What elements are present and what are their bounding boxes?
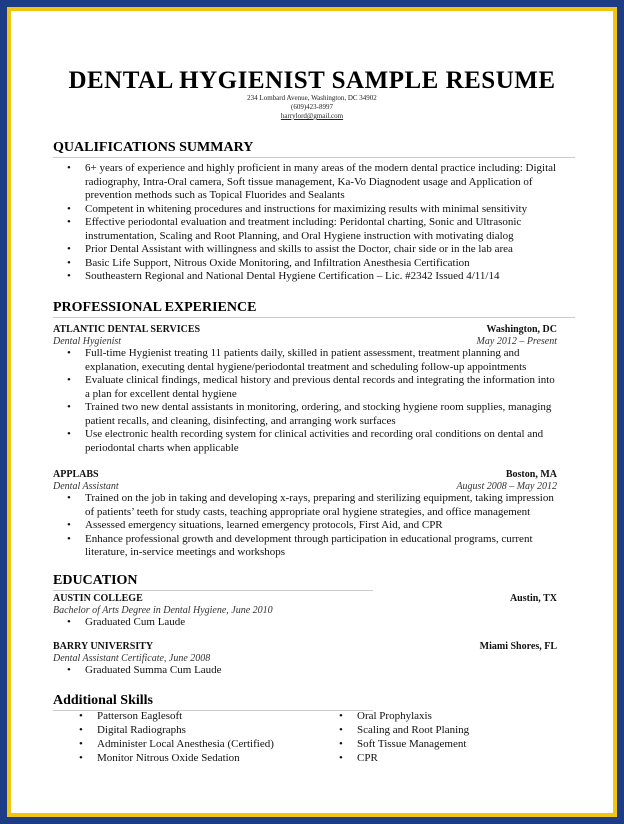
phone-line: (609)423-8997 <box>291 103 333 111</box>
list-item: • 6+ years of experience and highly proficient in many areas of the modern dental practice including: Digital radiography, Intra-Oral camera, Soft tissue management, Ka-Vo Diagnodent usage and Application of prevention methods such as Topical Fluorides and Sealants <box>53 162 557 203</box>
company-name: ATLANTIC DENTAL SERVICES <box>53 324 201 335</box>
list-item: • Monitor Nitrous Oxide Sedation <box>73 751 333 765</box>
list-item: • Southeastern Regional and National Dental Hygiene Certification – Lic. #2342 Issued 4/11/14 <box>53 270 557 284</box>
education-barry <box>53 641 557 678</box>
school-location: Miami Shores, FL <box>479 641 557 652</box>
email-link[interactable]: harrylord@gmail.com <box>280 112 344 120</box>
job-atlantic <box>53 324 557 455</box>
qualifications-heading: QUALIFICATIONS SUMMARY <box>53 140 575 158</box>
list-item: • Administer Local Anesthesia (Certified) <box>73 737 333 751</box>
job-role: Dental Assistant <box>53 481 119 492</box>
degree: Dental Assistant Certificate, June 2008 <box>53 653 211 664</box>
list-item: • Evaluate clinical findings, medical history and previous dental records and integrating the information into a plan for excellent dental hygiene <box>53 374 557 401</box>
education-heading: EDUCATION <box>53 573 373 591</box>
list-item: • Graduated Cum Laude <box>53 616 557 630</box>
skills-column-2 <box>333 709 533 765</box>
list-item: • Full-time Hygienist treating 11 patients daily, skilled in patient assessment, treatment planning and explanation, executing dental hygiene/periodontal treatment and scheduling follow-up appointments <box>53 347 557 374</box>
job-applabs <box>53 469 557 560</box>
list-item: • Enhance professional growth and development through participation in educational programs, current literature, in-service meetings and workshops <box>53 533 557 560</box>
address-line: 234 Lombard Avenue, Washington, DC 34902 <box>247 94 377 102</box>
list-item: • Oral Prophylaxis <box>333 709 533 723</box>
list-item: • Effective periodontal evaluation and treatment including: Peridontal charting, Sonic and Ultrasonic instrumentation, Scaling and Root Planning, and Oral Hygiene instruction with motivating dialog <box>53 216 557 243</box>
list-item: • CPR <box>333 751 533 765</box>
skills-heading: Additional Skills <box>53 693 373 711</box>
job-role: Dental Hygienist <box>53 336 122 347</box>
page-title: DENTAL HYGIENIST SAMPLE RESUME <box>68 67 556 94</box>
list-item: • Trained two new dental assistants in monitoring, ordering, and stocking hygiene room supplies, managing patient recalls, and cleaning, disinfecting, and arranging work surfaces <box>53 401 557 428</box>
company-name: APPLABS <box>53 469 99 480</box>
skills-list <box>53 709 557 765</box>
list-item: • Scaling and Root Planing <box>333 723 533 737</box>
experience-heading: PROFESSIONAL EXPERIENCE <box>53 300 575 318</box>
list-item: • Assessed emergency situations, learned emergency protocols, First Aid, and CPR <box>53 519 557 533</box>
school-name: AUSTIN COLLEGE <box>53 593 143 604</box>
list-item: • Basic Life Support, Nitrous Oxide Monitoring, and Infiltration Anesthesia Certification <box>53 257 557 271</box>
list-item: • Use electronic health recording system for clinical activities and recording oral conditions on dental and periodontal charts when applicable <box>53 428 557 455</box>
degree: Bachelor of Arts Degree in Dental Hygiene, June 2010 <box>53 605 273 616</box>
resume-page <box>11 11 613 813</box>
list-item: • Prior Dental Assistant with willingness and skills to assist the Doctor, chair side or in the lab area <box>53 243 557 257</box>
education-austin <box>53 593 557 630</box>
job-dates: May 2012 – Present <box>476 336 557 347</box>
school-location: Austin, TX <box>509 593 557 604</box>
company-location: Boston, MA <box>505 469 557 480</box>
job-dates: August 2008 – May 2012 <box>456 481 557 492</box>
list-item: • Competent in whitening procedures and instructions for maximizing results with minimal sensitivity <box>53 203 557 217</box>
company-location: Washington, DC <box>486 324 557 335</box>
skills-column-1 <box>73 709 333 765</box>
list-item: • Patterson Eaglesoft <box>73 709 333 723</box>
school-name: BARRY UNIVERSITY <box>53 641 154 652</box>
list-item: • Soft Tissue Management <box>333 737 533 751</box>
list-item: • Trained on the job in taking and developing x-rays, preparing and sterilizing equipment, taking impression of patients’ teeth for study casts, teaching appropriate oral hygiene strategies, and office management <box>53 492 557 519</box>
list-item: • Digital Radiographs <box>73 723 333 737</box>
list-item: • Graduated Summa Cum Laude <box>53 664 557 678</box>
qualifications-section <box>53 162 557 284</box>
resume-header <box>11 68 613 121</box>
